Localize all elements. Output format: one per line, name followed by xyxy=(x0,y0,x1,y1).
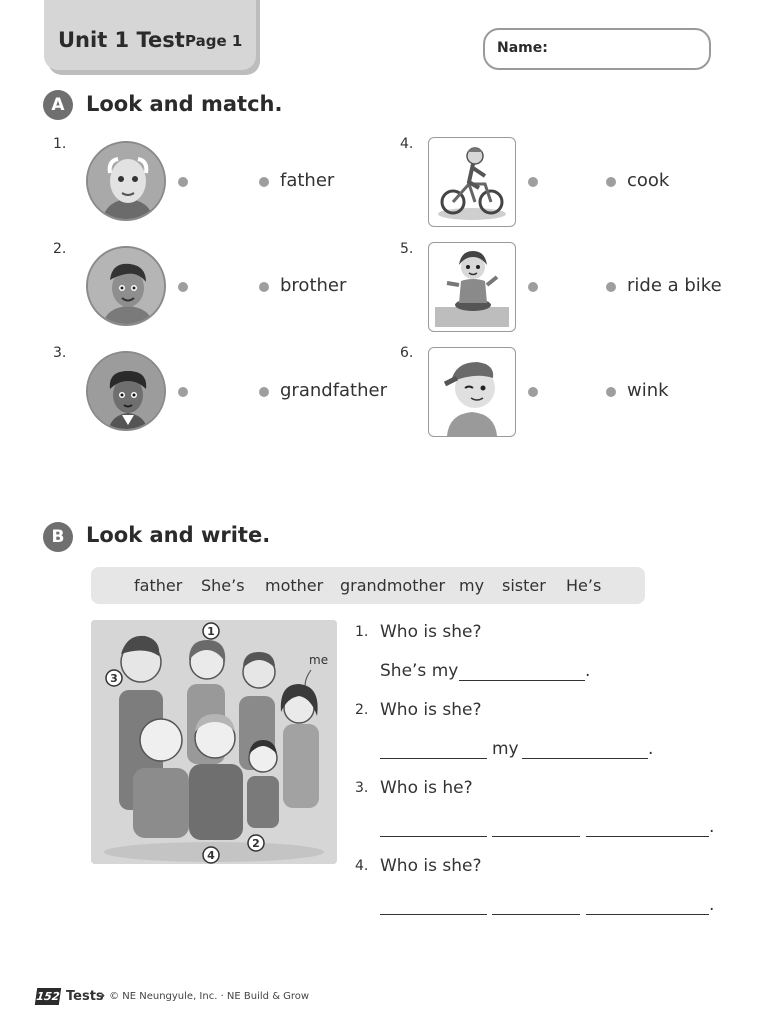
match-dot[interactable] xyxy=(528,387,538,397)
answer-blank[interactable] xyxy=(492,914,580,915)
match-dot[interactable] xyxy=(259,387,269,397)
match-word: ride a bike xyxy=(627,275,722,296)
match-dot[interactable] xyxy=(178,282,188,292)
match-dot[interactable] xyxy=(528,282,538,292)
marker-label: 1 xyxy=(207,625,215,638)
item-number: 4. xyxy=(400,136,414,152)
question-number: 4. xyxy=(355,858,369,874)
section-a-title: Look and match. xyxy=(86,92,283,116)
unit-title: Unit 1 Test xyxy=(58,28,185,52)
question-text: Who is she? xyxy=(380,700,482,720)
marker-label: 2 xyxy=(252,837,260,850)
answer-blank[interactable] xyxy=(492,836,580,837)
cooking-girl-icon xyxy=(428,242,516,332)
word-bank-item: grandmother xyxy=(340,576,446,595)
match-word: father xyxy=(280,170,335,191)
word-bank-item: He’s xyxy=(566,576,602,595)
answer-blank[interactable] xyxy=(380,914,487,915)
question-text: Who is she? xyxy=(380,856,482,876)
match-word: grandfather xyxy=(280,380,387,401)
period: . xyxy=(709,895,715,915)
section-b-badge: B xyxy=(43,522,73,552)
item-number: 3. xyxy=(53,345,67,361)
page-label: Page 1 xyxy=(185,32,243,50)
question-number: 2. xyxy=(355,702,369,718)
word-bank-item: She’s xyxy=(201,576,245,595)
match-dot[interactable] xyxy=(178,387,188,397)
period: . xyxy=(648,739,654,759)
question-number: 1. xyxy=(355,624,369,640)
answer-blank[interactable] xyxy=(522,758,648,759)
match-word: brother xyxy=(280,275,347,296)
me-label: me xyxy=(309,653,329,667)
marker-label: 4 xyxy=(207,849,215,862)
winking-boy-icon xyxy=(428,347,516,437)
item-number: 6. xyxy=(400,345,414,361)
question-number: 3. xyxy=(355,780,369,796)
question-text: Who is she? xyxy=(380,622,482,642)
period: . xyxy=(709,817,715,837)
answer-prefix: She’s my xyxy=(380,661,459,681)
page-number-badge: 152 xyxy=(35,990,61,1003)
family-picture xyxy=(91,620,337,864)
match-dot[interactable] xyxy=(528,177,538,187)
brother-face-icon xyxy=(86,351,166,431)
answer-blank[interactable] xyxy=(586,836,709,837)
answer-blank[interactable] xyxy=(459,680,585,681)
footer-copyright: • © NE Neungyule, Inc. · NE Build & Grow xyxy=(100,991,310,1002)
answer-blank[interactable] xyxy=(380,836,487,837)
item-number: 2. xyxy=(53,241,67,257)
match-dot[interactable] xyxy=(178,177,188,187)
bike-rider-icon xyxy=(428,137,516,227)
father-face-icon xyxy=(86,246,166,326)
word-bank-item: sister xyxy=(502,576,546,595)
question-text: Who is he? xyxy=(380,778,473,798)
word-bank-item: my xyxy=(459,576,485,595)
picture-marker-2 xyxy=(248,835,264,851)
name-label: Name: xyxy=(497,40,548,56)
word-bank-item: mother xyxy=(265,576,324,595)
match-word: cook xyxy=(627,170,670,191)
section-b-title: Look and write. xyxy=(86,523,271,547)
match-dot[interactable] xyxy=(606,387,616,397)
match-dot[interactable] xyxy=(259,177,269,187)
item-number: 5. xyxy=(400,241,414,257)
word-bank-item: father xyxy=(134,576,183,595)
answer-blank[interactable] xyxy=(586,914,709,915)
picture-marker-1 xyxy=(203,623,219,639)
picture-marker-3 xyxy=(106,670,122,686)
match-dot[interactable] xyxy=(606,177,616,187)
match-dot[interactable] xyxy=(606,282,616,292)
marker-label: 3 xyxy=(110,672,118,685)
answer-blank[interactable] xyxy=(380,758,487,759)
period: . xyxy=(585,661,591,681)
grandfather-face-icon xyxy=(86,141,166,221)
item-number: 1. xyxy=(53,136,67,152)
footer-section: Tests xyxy=(66,989,104,1004)
section-a-badge: A xyxy=(43,90,73,120)
match-word: wink xyxy=(627,380,669,401)
picture-marker-4 xyxy=(203,847,219,863)
match-dot[interactable] xyxy=(259,282,269,292)
answer-middle: my xyxy=(492,739,519,759)
